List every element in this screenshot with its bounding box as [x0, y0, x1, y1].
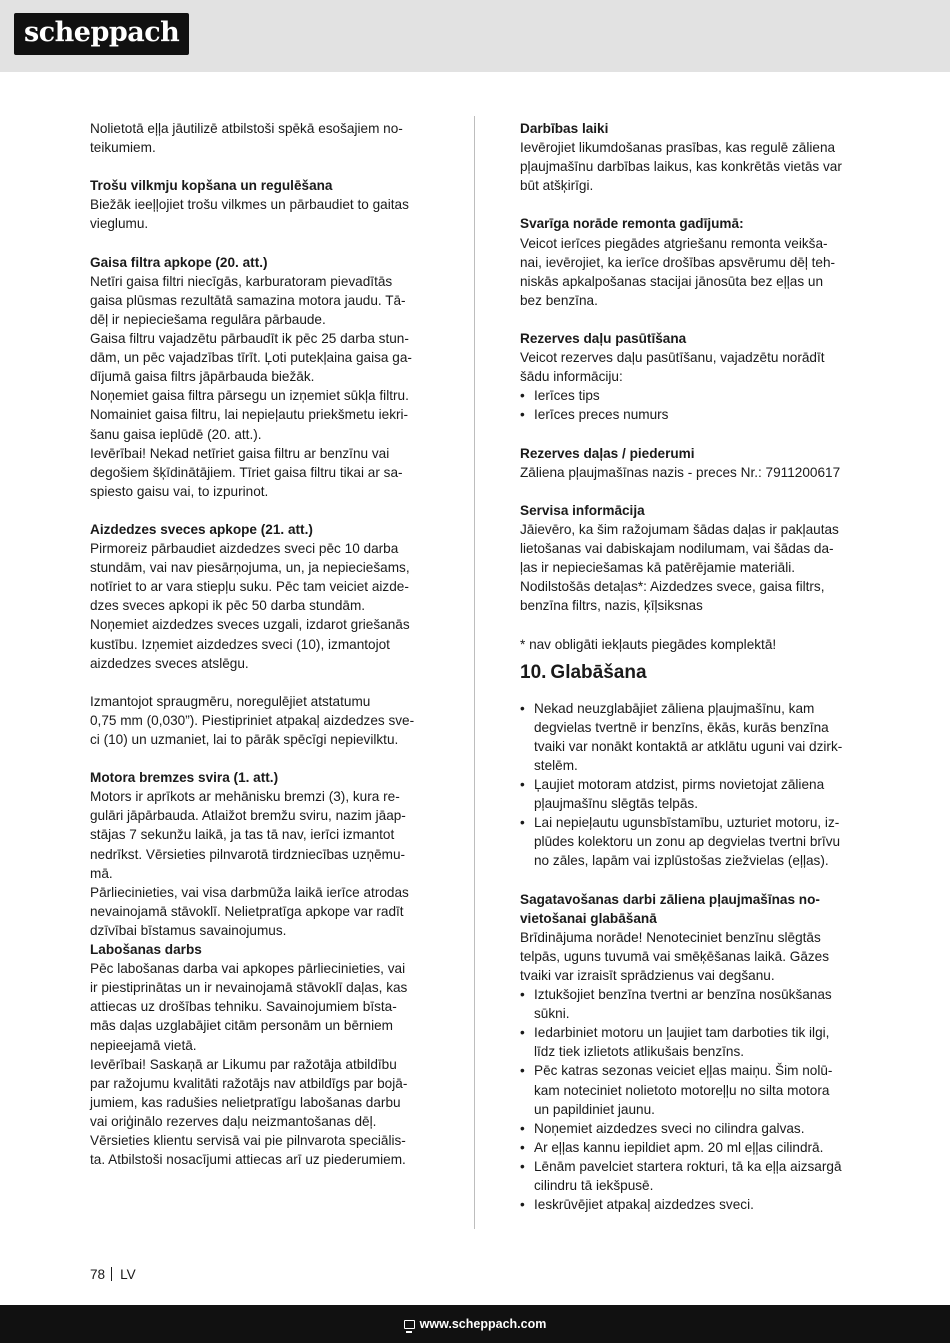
page-footer — [0, 1305, 950, 1343]
section-heading: Trošu vilkmju kopšana un regulēšana — [90, 178, 333, 194]
paragraph: Brīdinājuma norāde! Nenoteciniet benzīnu slēgtās telpās, uguns tuvumā vai smēķēšanas laikā. Gāzes tvaiki var izraisīt sprādzienus vai degšanu. — [520, 929, 830, 983]
list-item: • Lai nepieļautu ugunsbīstamību, uzturiet motoru, iz- plūdes kolektoru un zonu ap degvielas tvertni brīvu no zāles, lapām vai izplūstošas ziežvielas (eļļas). — [520, 813, 860, 870]
section-heading: Sagatavošanas darbi zāliena pļaujmašīnas no- vietošanai glabāšanā — [520, 891, 820, 926]
paragraph: Veicot ierīces piegādes atgriešanu remonta veikša- nai, ievērojiet, ka ierīce drošības apsvērumu dēļ teh- niskās apkalpošanas stacijai jānosūta bez eļļas un bez benzīna. — [520, 235, 836, 308]
paragraph: Ievērojiet likumdošanas prasības, kas regulē zāliena pļaujmašīnu darbības laikus, kas konkrētās vietās var būt atšķirīgi. — [520, 140, 842, 194]
paragraph: Gaisa filtru vajadzētu pārbaudīt ik pēc 25 darba stun- dām, un pēc vajadzības tīrīt. Ļoti putekļaina gaisa ga- dījumā gaisa filtrs jāpārbauda biežāk. — [90, 331, 412, 385]
section-heading: Labošanas darbs — [90, 942, 202, 958]
list-item: • Ieskrūvējiet atpakaļ aizdedzes sveci. — [520, 1195, 860, 1214]
paragraph: Pārliecinieties, vai visa darbmūža laikā ierīce atrodas nevainojamā stāvoklī. Nelietpratīga apkope var radīt dzīvībai bīstamus savainojumus. — [90, 884, 409, 938]
section-heading: Rezerves daļu pasūtīšana — [520, 331, 687, 347]
footnote: * nav obligāti iekļauts piegādes komplektā! — [520, 636, 777, 652]
paragraph: Motors ir aprīkots ar mehānisku bremzi (3), kura re- gulāri jāpārbauda. Atlaižot bremžu sviru, nazim jāap- stājas 7 sekunžu laikā, ja tas tā nav, ierīci izmantot nedrīkst. Vērsieties pilnvarotā tirdzniecības uzņēmu- mā. — [90, 789, 406, 881]
paragraph: Ievērībai! Saskaņā ar Likumu par ražotāja atbildību par ražojumu kvalitāti ražotājs nav atbildīgs par bojā- jumiem, kas radušies nelietpratīgu labošanas darbu vai oriģinālo rezerves daļu neizmantošanas dēļ. — [90, 1056, 408, 1129]
section-heading: Svarīga norāde remonta gadījumā: — [520, 216, 744, 232]
paragraph: Noņemiet aizdedzes sveces uzgali, izdarot griešanās kustību. Izņemiet aizdedzes sveci (10), izmantojot aizdedzes sveces atslēgu. — [90, 617, 410, 671]
paragraph: Pēc labošanas darba vai apkopes pārliecinieties, vai ir piestiprinātas un ir nevainojamā stāvoklī daļas, kas attiecas uz drošības tehniku. Savainojumiem bīsta- mās daļas uzglabājiet citām personām un bērniem nepieejamā vietā. — [90, 961, 408, 1053]
paragraph: Ievērībai! Nekad netīriet gaisa filtru ar benzīnu vai degošiem šķīdinātājiem. Tīriet gaisa filtru tikai ar sa- spiesto gaisu vai, to izpurinot. — [90, 445, 403, 499]
language-code: LV — [120, 1267, 136, 1282]
paragraph: Zāliena pļaujmašīnas nazis - preces Nr.: 7911200617 — [520, 464, 841, 480]
list-item: • Pēc katras sezonas veiciet eļļas maiņu. Šim nolū- kam noteciniet nolietoto motoreļļu no silta motora un papildiniet jaunu. — [520, 1061, 860, 1118]
section-heading: Darbības laiki — [520, 121, 609, 136]
section-heading: Aizdedzes sveces apkope (21. att.) — [90, 521, 313, 537]
list-item: • Lēnām pavelciet startera rokturi, tā ka eļļa aizsargā cilindru tā iekšpusē. — [520, 1157, 860, 1195]
paragraph: Netīri gaisa filtri niecīgās, karburatoram pievadītās gaisa plūsmas rezultātā samazina motora jaudu. Tā- dēļ ir nepieciešama regulāra pārbaude. — [90, 273, 406, 327]
paragraph: Nolietotā eļļa jāutilizē atbilstoši spēkā esošajiem no- teikumiem. — [90, 121, 403, 156]
list-item: • Nekad neuzglabājiet zāliena pļaujmašīnu, kam degvielas tvertnē ir benzīns, ēkās, kurās benzīna tvaiki var nonākt kontaktā ar atklātu uguni vai dzirk- stelēm. — [520, 699, 860, 775]
right-column — [520, 119, 860, 1214]
paragraph: Pirmoreiz pārbaudiet aizdedzes sveci pēc 10 darba stundām, vai nav piesārņojuma, un, ja nepieciešams, notīriet to ar vara stiepļu suku. Pēc tam veiciet aizde- dzes sveces apkopi ik pēc 50 darba stundām. — [90, 541, 410, 614]
scheppach-logo: scheppach — [14, 13, 189, 55]
section-heading: Rezerves daļas / piederumi — [520, 445, 695, 461]
paragraph: Izmantojot spraugmēru, noregulējiet atstatumu 0,75 mm (0,030”). Piestipriniet atpakaļ aizdedzes sve- ci (10) un uzmaniet, lai to pārāk spēcīgi nepievilktu. — [90, 693, 415, 747]
separator — [111, 1267, 112, 1281]
list-item: • Ar eļļas kannu iepildiet apm. 20 ml eļļas cilindrā. — [520, 1138, 860, 1157]
paragraph: Nomainiet gaisa filtru, lai nepieļautu priekšmetu iekri- šanu gaisa ieplūdē (20. att.). — [90, 407, 409, 442]
paragraph: Nodilstošās detaļas*: Aizdedzes svece, gaisa filtrs, benzīna filtrs, nazis, ķīļsiksnas — [520, 579, 825, 614]
page-number-value: 78 — [90, 1267, 106, 1282]
paragraph: Veicot rezerves daļu pasūtīšanu, vajadzētu norādīt šādu informāciju: — [520, 350, 825, 385]
section-heading: Motora bremzes svira (1. att.) — [90, 770, 279, 786]
paragraph: Jāievēro, ka šim ražojumam šādas daļas ir pakļautas lietošanas vai dabiskajam nodilumam, vai šādas da- ļas ir nepieciešamas kā patērējamie materiāli. — [520, 521, 839, 576]
monitor-icon — [404, 1320, 415, 1329]
section-heading: Servisa informācija — [520, 502, 645, 518]
list-item: • Noņemiet aizdedzes sveci no cilindra galvas. — [520, 1119, 860, 1138]
list-item: • Ierīces tips — [520, 386, 860, 405]
paragraph: Biežāk ieeļļojiet trošu vilkmes un pārbaudiet to gaitas vieglumu. — [90, 197, 409, 232]
column-divider — [474, 116, 475, 1229]
chapter-heading: 10. Glabāšana — [520, 661, 647, 683]
section-heading: Gaisa filtra apkope (20. att.) — [90, 254, 268, 270]
paragraph: Noņemiet gaisa filtra pārsegu un izņemiet sūkļa filtru. — [90, 388, 409, 404]
paragraph: Vērsieties klientu servisā vai pie pilnvarota speciālis- ta. Atbilstoši nosacījumi attiecas arī uz piederumiem. — [90, 1132, 406, 1168]
list-item: • Ļaujiet motoram atdzist, pirms novietojat zāliena pļaujmašīnu slēgtās telpās. — [520, 775, 860, 813]
page-number — [90, 1266, 136, 1284]
website-link[interactable]: www.scheppach.com — [419, 1317, 547, 1331]
left-column — [90, 119, 430, 1169]
list-item: • Iztukšojiet benzīna tvertni ar benzīna nosūkšanas sūkni. — [520, 985, 860, 1023]
page-header — [0, 0, 950, 72]
list-item: • Ierīces preces numurs — [520, 405, 860, 424]
list-item: • Iedarbiniet motoru un ļaujiet tam darboties tik ilgi, līdz tiek izlietots atlikušais benzīns. — [520, 1023, 860, 1061]
